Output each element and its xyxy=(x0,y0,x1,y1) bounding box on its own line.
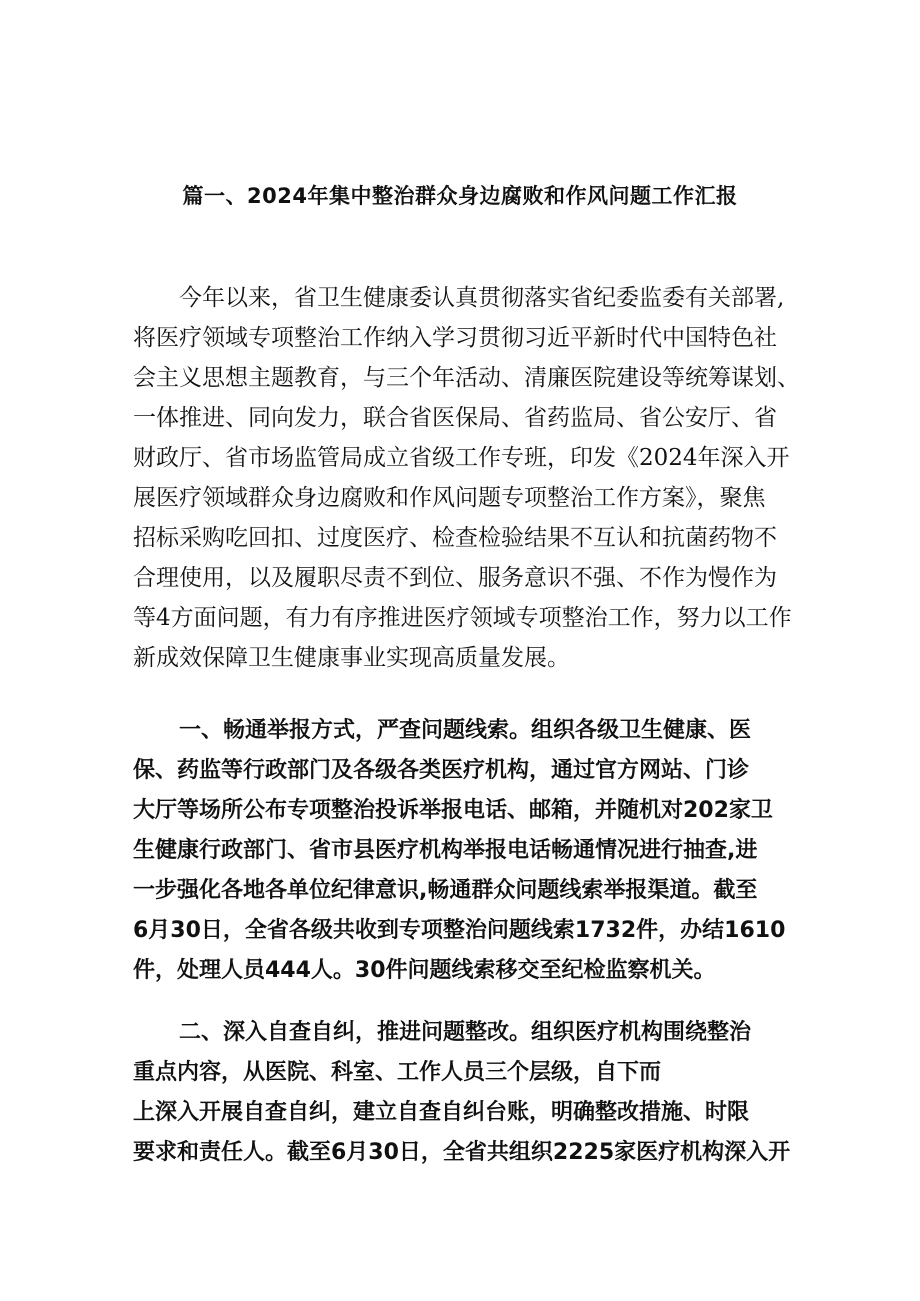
text-line: 今年以来，省卫生健康委认真贯彻落实省纪委监委有关部署, xyxy=(179,285,785,311)
section-2-paragraph xyxy=(133,1013,813,1173)
text-line: 合理使用，以及履职尽责不到位、服务意识不强、不作为慢作为 xyxy=(133,565,777,591)
section-1-paragraph xyxy=(133,711,813,991)
text-line: 二、深入自查自纠，推进问题整改。组织医疗机构围绕整治 xyxy=(179,1020,752,1045)
text-line: 要求和责任人。截至6月30日，全省共组织2225家医疗机构深入开 xyxy=(133,1140,791,1165)
text-line: 招标采购吃回扣、过度医疗、检查检验结果不互认和抗菌药物不 xyxy=(133,525,777,551)
text-line: 会主义思想主题教育，与三个年活动、清廉医院建设等统筹谋划、 xyxy=(133,365,800,391)
text-line: 将医疗领域专项整治工作纳入学习贯彻习近平新时代中国特色社 xyxy=(133,325,777,351)
text-line: 生健康行政部门、省市县医疗机构举报电话畅通情况进行抽查,进 xyxy=(133,838,758,863)
text-line: 件，处理人员444人。30件问题线索移交至纪检监察机关。 xyxy=(133,958,716,983)
text-line: 一步强化各地各单位纪律意识,畅通群众问题线索举报渠道。截至 xyxy=(133,878,758,903)
document-title: 篇一、2024年集中整治群众身边腐败和作风问题工作汇报 xyxy=(182,184,738,208)
text-line: 财政厅、省市场监管局成立省级工作专班，印发《2024年深入开 xyxy=(133,445,790,471)
text-line: 等4方面问题，有力有序推进医疗领域专项整治工作，努力以工作 xyxy=(133,605,792,631)
text-line: 展医疗领域群众身边腐败和作风问题专项整治工作方案》，聚焦 xyxy=(133,485,766,511)
text-line: 一、畅通举报方式，严查问题线索。组织各级卫生健康、医 xyxy=(179,718,752,743)
text-line: 大厅等场所公布专项整治投诉举报电话、邮箱，并随机对202家卫 xyxy=(133,798,773,823)
text-line: 一体推进、同向发力，联合省医保局、省药监局、省公安厅、省 xyxy=(133,405,777,431)
intro-paragraph xyxy=(133,278,813,678)
text-line: 6月30日，全省各级共收到专项整治问题线索1732件，办结1610 xyxy=(133,918,786,943)
text-line: 新成效保障卫生健康事业实现高质量发展。 xyxy=(133,645,570,671)
text-line: 重点内容，从医院、科室、工作人员三个层级，自下而 xyxy=(133,1060,662,1085)
text-line: 上深入开展自查自纠，建立自查自纠台账，明确整改措施、时限 xyxy=(133,1100,750,1125)
text-line: 保、药监等行政部门及各级各类医疗机构，通过官方网站、门诊 xyxy=(133,758,750,783)
